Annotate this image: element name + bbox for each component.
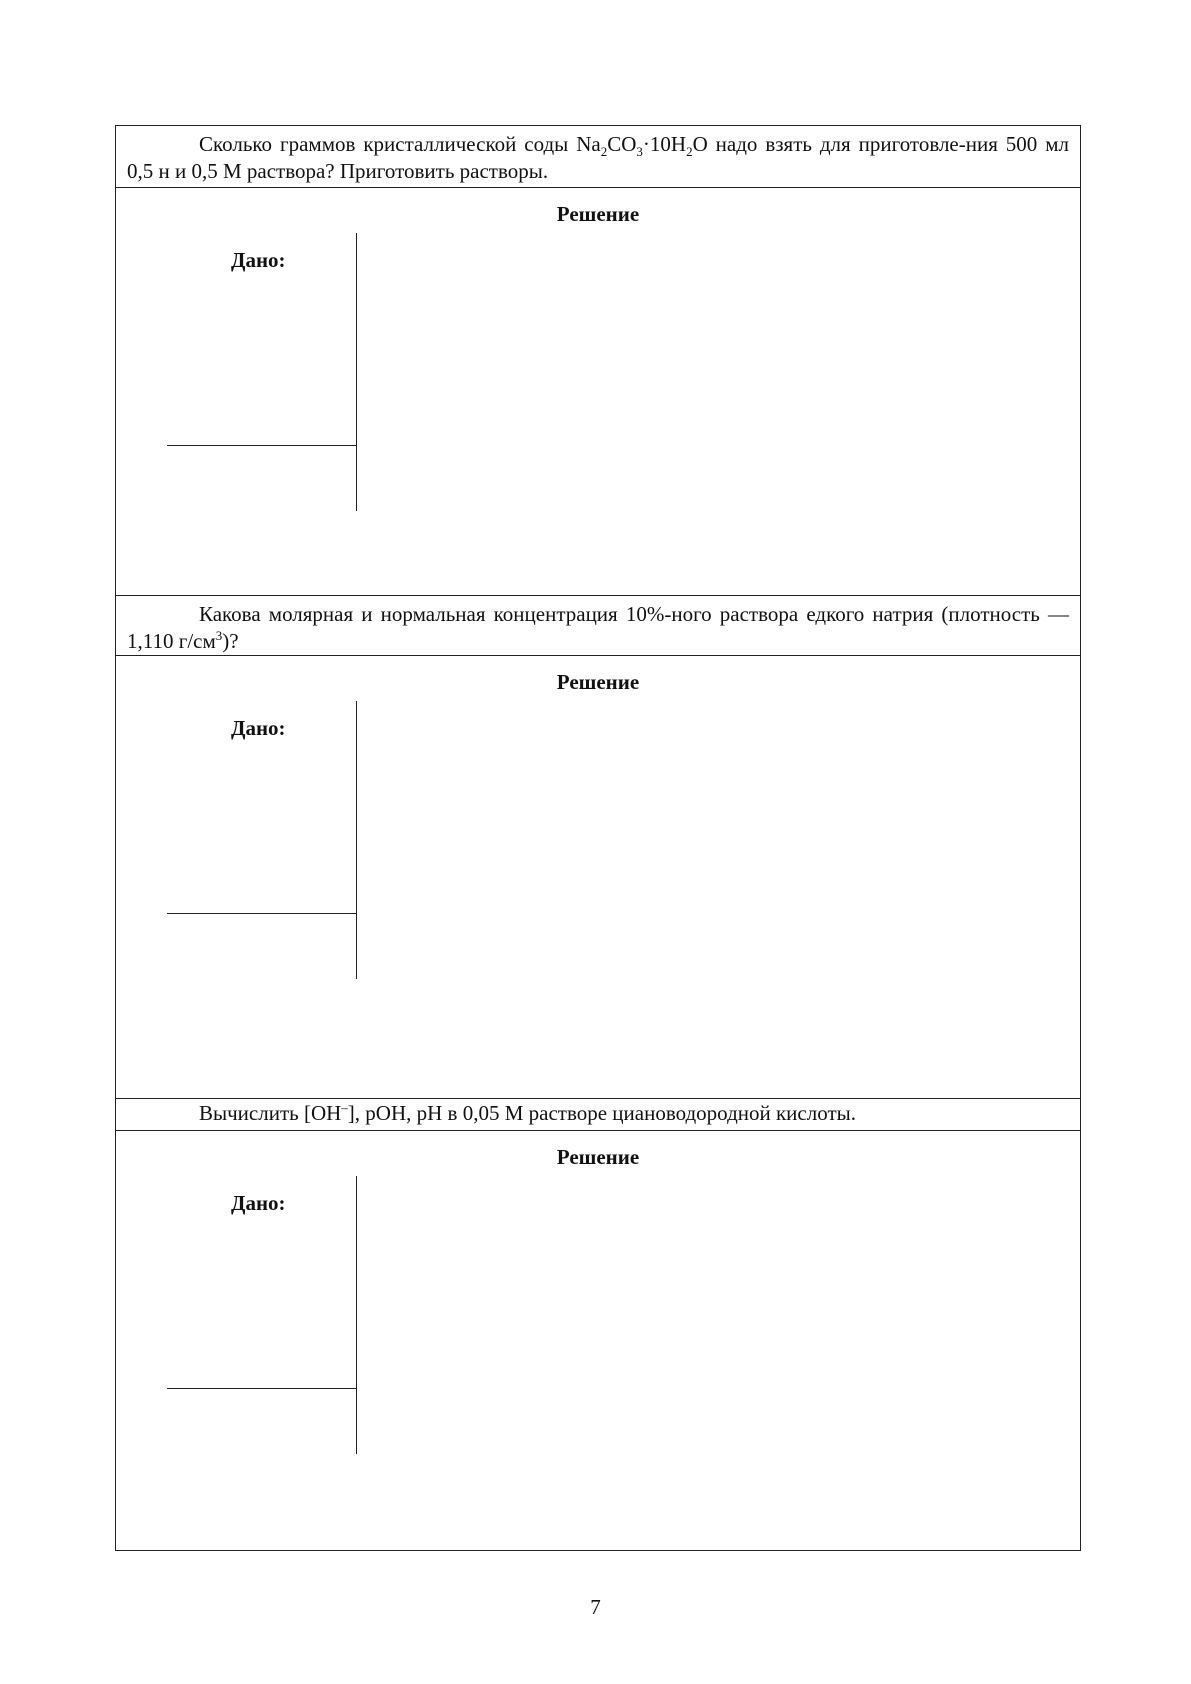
page-number: 7 <box>590 1595 601 1619</box>
problem-1-question: Сколько граммов кристаллической соды $Na_2CO_3\cdot 10H_2O$ надо взять для приготовле-ния 500 мл 0,5 н и 0,5 М раствора? Приготовить растворы. <box>127 132 1070 183</box>
problem-2-given-divider-horizontal <box>167 913 357 914</box>
problem-1-solution-area[interactable] <box>116 188 1080 596</box>
problem-1-question-row <box>116 126 1080 188</box>
worksheet-table <box>115 125 1081 1551</box>
problem-2-given-label: Дано: <box>231 716 286 740</box>
problem-1-given-divider-horizontal <box>167 445 357 446</box>
problem-2-question-row <box>116 596 1080 656</box>
problem-1-solution-title: Решение <box>556 202 640 226</box>
problem-3-question: Вычислить [OH–], pOH, pH в 0,05 М растворе циановодородной кислоты. <box>199 1100 856 1125</box>
problem-3-given-divider-horizontal <box>167 1388 357 1389</box>
problem-3-given-label: Дано: <box>231 1191 286 1215</box>
problem-3-solution-area[interactable] <box>116 1131 1080 1550</box>
problem-1-given-label: Дано: <box>231 248 286 272</box>
problem-2-solution-area[interactable] <box>116 656 1080 1099</box>
problem-1-given-divider-vertical <box>356 233 357 511</box>
problem-3-given-divider-vertical <box>356 1176 357 1454</box>
problem-3-solution-title: Решение <box>556 1145 640 1169</box>
problem-2-given-divider-vertical <box>356 701 357 979</box>
problem-2-question: Какова молярная и нормальная концентрация 10%-ного раствора едкого натрия (плотность — 1,110 $г/см^3$)? <box>127 602 1069 653</box>
problem-3-question-row <box>116 1099 1080 1131</box>
problem-2-solution-title: Решение <box>556 670 640 694</box>
